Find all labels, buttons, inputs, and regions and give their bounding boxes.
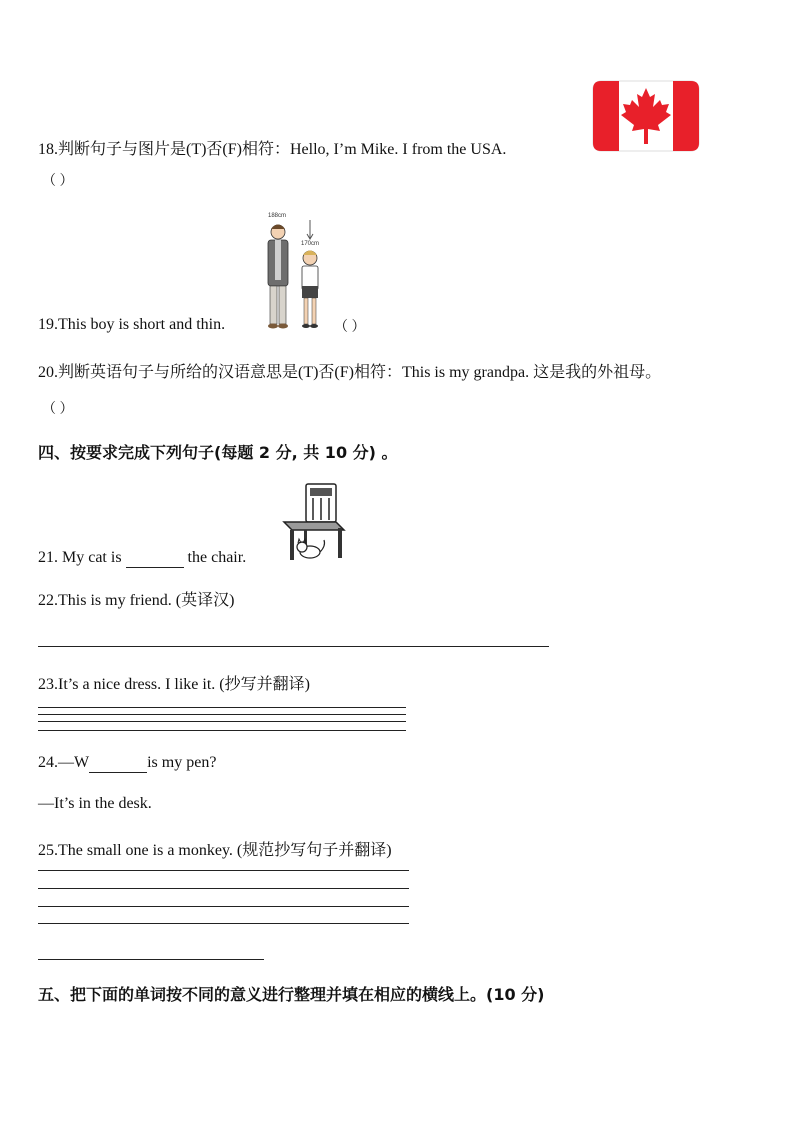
section-5-title: 五、把下面的单词按不同的意义进行整理并填在相应的横线上。(10 分) — [38, 985, 545, 1004]
q25-text: 25.The small one is a monkey. (规范抄写句子并翻译) — [38, 842, 392, 859]
q18-text: 18.判断句子与图片是(T)否(F)相符：Hello, I’m Mike. I from the USA. — [38, 141, 507, 158]
section-4-title: 四、按要求完成下列句子(每题 2 分, 共 10 分) 。 — [38, 443, 398, 462]
q20-answer-paren[interactable]: （ ） — [42, 402, 74, 417]
q25-writing-line[interactable] — [38, 888, 409, 889]
q24-blank[interactable] — [89, 754, 147, 773]
q21-before: 21. My cat is — [38, 549, 122, 566]
q19-answer-paren[interactable]: （ ） — [334, 320, 366, 335]
q22-text: 22.This is my friend. (英译汉) — [38, 592, 235, 609]
q25-translation-line[interactable] — [38, 959, 264, 960]
q23-writing-line[interactable] — [38, 707, 406, 708]
q24-before: 24.—W — [38, 754, 90, 771]
q25-writing-line[interactable] — [38, 906, 409, 907]
q23-writing-line[interactable] — [38, 714, 406, 715]
height-short-label: 170cm — [301, 241, 320, 247]
q21-after: the chair. — [187, 549, 247, 566]
q24-line1 — [38, 754, 216, 773]
q18-answer-paren[interactable]: （ ） — [42, 174, 74, 189]
q19-text: 19.This boy is short and thin. — [38, 316, 226, 333]
man-and-boy-height-icon — [258, 208, 330, 334]
q21-blank[interactable] — [126, 549, 184, 568]
q24-after: is my pen? — [147, 754, 217, 771]
q20-text: 20.判断英语句子与所给的汉语意思是(T)否(F)相符：This is my grandpa. 这是我的外祖母。 — [38, 364, 662, 381]
cat-under-chair-icon — [280, 482, 348, 566]
q25-writing-line[interactable] — [38, 870, 409, 871]
q24-line2: —It’s in the desk. — [38, 795, 152, 812]
q22-answer-line[interactable] — [38, 646, 549, 647]
height-tall-label: 188cm — [268, 213, 287, 219]
q23-text: 23.It’s a nice dress. I like it. (抄写并翻译) — [38, 676, 310, 693]
q25-writing-line[interactable] — [38, 923, 409, 924]
q23-writing-line[interactable] — [38, 721, 406, 722]
q21-sentence — [38, 549, 246, 568]
canada-flag-icon — [592, 80, 700, 152]
q23-writing-line[interactable] — [38, 730, 406, 731]
